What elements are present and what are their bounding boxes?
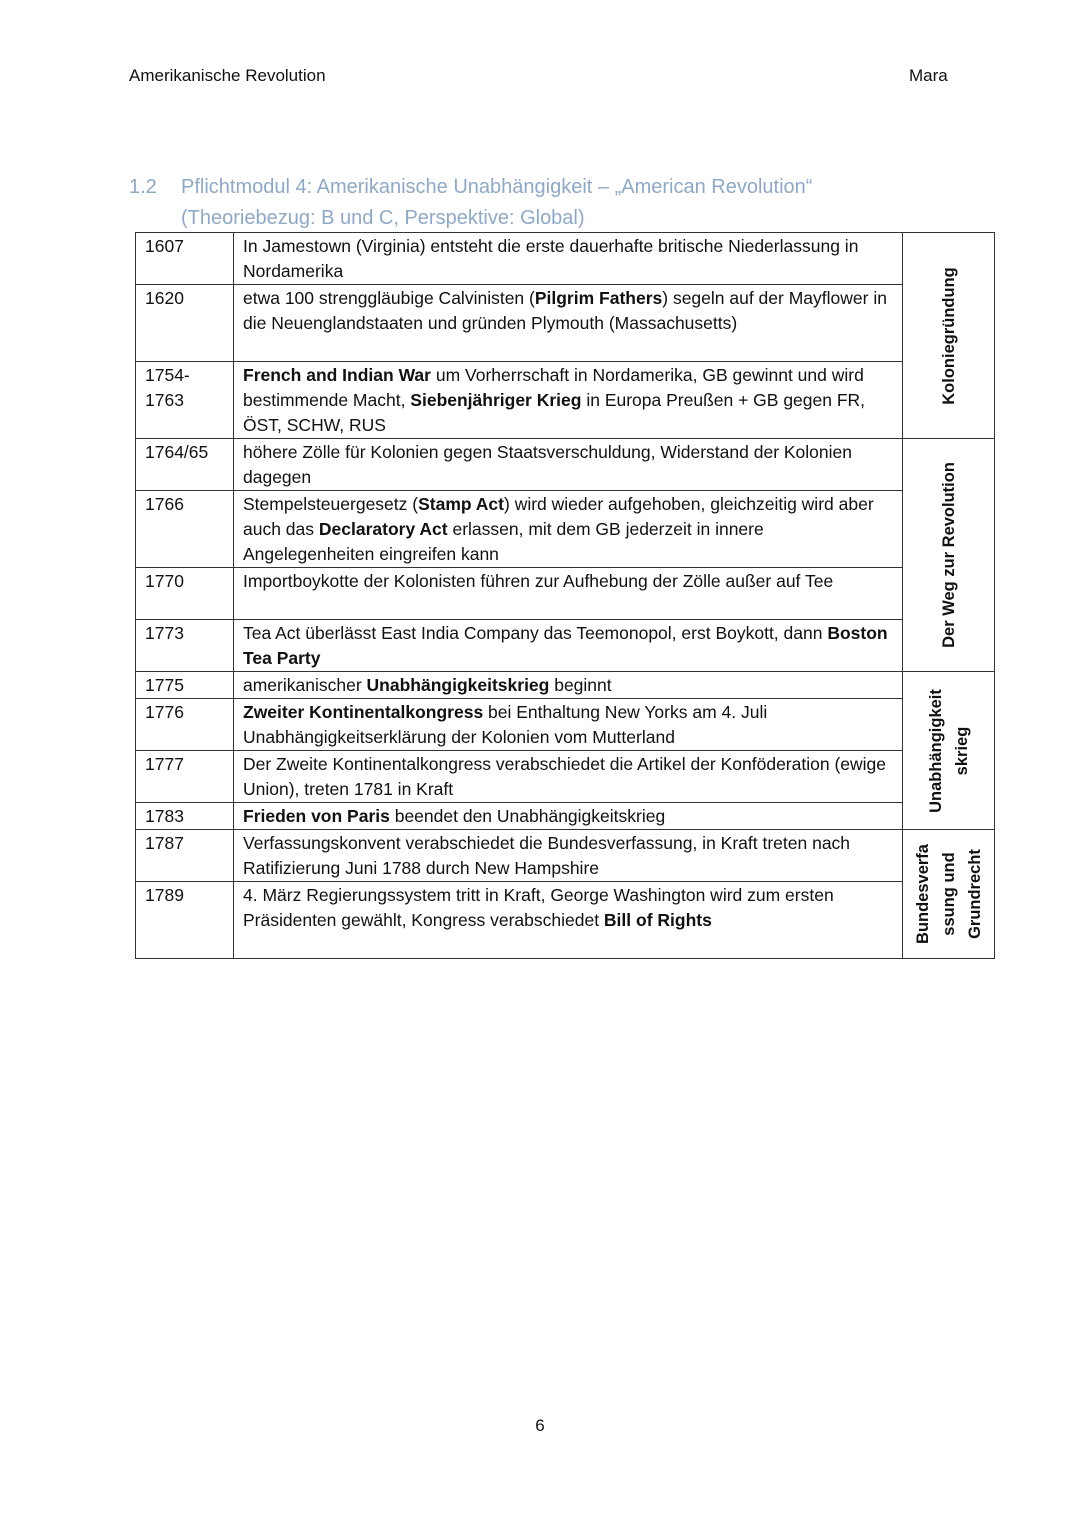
timeline-event: 4. März Regierungssystem tritt in Kraft, George Washington wird zum ersten Präsidenten gewählt, Kongress verabschiedet Bill of Rights bbox=[234, 882, 903, 959]
timeline-row bbox=[136, 803, 995, 830]
timeline-year: 1620 bbox=[136, 285, 234, 362]
header-author: Mara bbox=[909, 66, 948, 85]
page-number: 6 bbox=[535, 1416, 545, 1435]
timeline-year: 1607 bbox=[136, 233, 234, 285]
timeline-row bbox=[136, 491, 995, 568]
timeline-row bbox=[136, 672, 995, 699]
timeline-event: Der Zweite Kontinentalkongress verabschiedet die Artikel der Konföderation (ewige Union), treten 1781 in Kraft bbox=[234, 751, 903, 803]
timeline-event: French and Indian War um Vorherrschaft in Nordamerika, GB gewinnt und wird bestimmende Macht, Siebenjähriger Krieg in Europa Preußen + GB gegen FR, ÖST, SCHW, RUS bbox=[234, 362, 903, 439]
phase-label-cell bbox=[903, 672, 995, 830]
section-heading bbox=[129, 172, 812, 234]
timeline-row bbox=[136, 439, 995, 491]
timeline-year: 1787 bbox=[136, 830, 234, 882]
timeline-year: 1775 bbox=[136, 672, 234, 699]
timeline-event: Frieden von Paris beendet den Unabhängigkeitskrieg bbox=[234, 803, 903, 830]
timeline-year: 1773 bbox=[136, 620, 234, 672]
timeline-event: In Jamestown (Virginia) entsteht die erste dauerhafte britische Niederlassung in Nordamerika bbox=[234, 233, 903, 285]
timeline-row bbox=[136, 882, 995, 959]
timeline-year: 1770 bbox=[136, 568, 234, 620]
header-title: Amerikanische Revolution bbox=[129, 66, 326, 85]
timeline-event: Importboykotte der Kolonisten führen zur Aufhebung der Zölle außer auf Tee bbox=[234, 568, 903, 620]
timeline-year: 1789 bbox=[136, 882, 234, 959]
timeline-event: etwa 100 strenggläubige Calvinisten (Pilgrim Fathers) segeln auf der Mayflower in die Neuenglandstaaten und gründen Plymouth (Massachusetts) bbox=[234, 285, 903, 362]
timeline-year: 1754- 1763 bbox=[136, 362, 234, 439]
timeline-year: 1766 bbox=[136, 491, 234, 568]
timeline-row bbox=[136, 751, 995, 803]
phase-label: Koloniegründung bbox=[939, 266, 958, 405]
timeline-row bbox=[136, 568, 995, 620]
phase-label-cell bbox=[903, 439, 995, 672]
timeline-row bbox=[136, 233, 995, 285]
timeline-row bbox=[136, 362, 995, 439]
timeline-event: Tea Act überlässt East India Company das Teemonopol, erst Boykott, dann Boston Tea Party bbox=[234, 620, 903, 672]
timeline-event: Stempelsteuergesetz (Stamp Act) wird wieder aufgehoben, gleichzeitig wird aber auch das Declaratory Act erlassen, mit dem GB jederzeit in innere Angelegenheiten eingreifen kann bbox=[234, 491, 903, 568]
phase-label-cell bbox=[903, 830, 995, 959]
timeline-year: 1764/65 bbox=[136, 439, 234, 491]
section-title: Pflichtmodul 4: Amerikanische Unabhängigkeit – „American Revolution“ bbox=[181, 176, 813, 198]
timeline-year: 1783 bbox=[136, 803, 234, 830]
timeline-year: 1776 bbox=[136, 699, 234, 751]
timeline-event: Verfassungskonvent verabschiedet die Bundesverfassung, in Kraft treten nach Ratifizierung Juni 1788 durch New Hampshire bbox=[234, 830, 903, 882]
phase-label: Der Weg zur Revolution bbox=[939, 462, 958, 648]
phase-label: Bundesverfa ssung und Grundrecht bbox=[913, 844, 984, 944]
timeline-year: 1777 bbox=[136, 751, 234, 803]
timeline-row bbox=[136, 699, 995, 751]
timeline-event: höhere Zölle für Kolonien gegen Staatsverschuldung, Widerstand der Kolonien dagegen bbox=[234, 439, 903, 491]
phase-label-cell bbox=[903, 233, 995, 439]
timeline-row bbox=[136, 830, 995, 882]
timeline-row bbox=[136, 285, 995, 362]
timeline-event: amerikanischer Unabhängigkeitskrieg beginnt bbox=[234, 672, 903, 699]
timeline-table bbox=[135, 232, 995, 959]
timeline-event: Zweiter Kontinentalkongress bei Enthaltung New Yorks am 4. Juli Unabhängigkeitserklärung der Kolonien vom Mutterland bbox=[234, 699, 903, 751]
timeline-row bbox=[136, 620, 995, 672]
section-subtitle: (Theoriebezug: B und C, Perspektive: Global) bbox=[181, 207, 585, 229]
phase-label: Unabhängigkeit skrieg bbox=[926, 688, 971, 813]
section-number: 1.2 bbox=[129, 176, 157, 198]
